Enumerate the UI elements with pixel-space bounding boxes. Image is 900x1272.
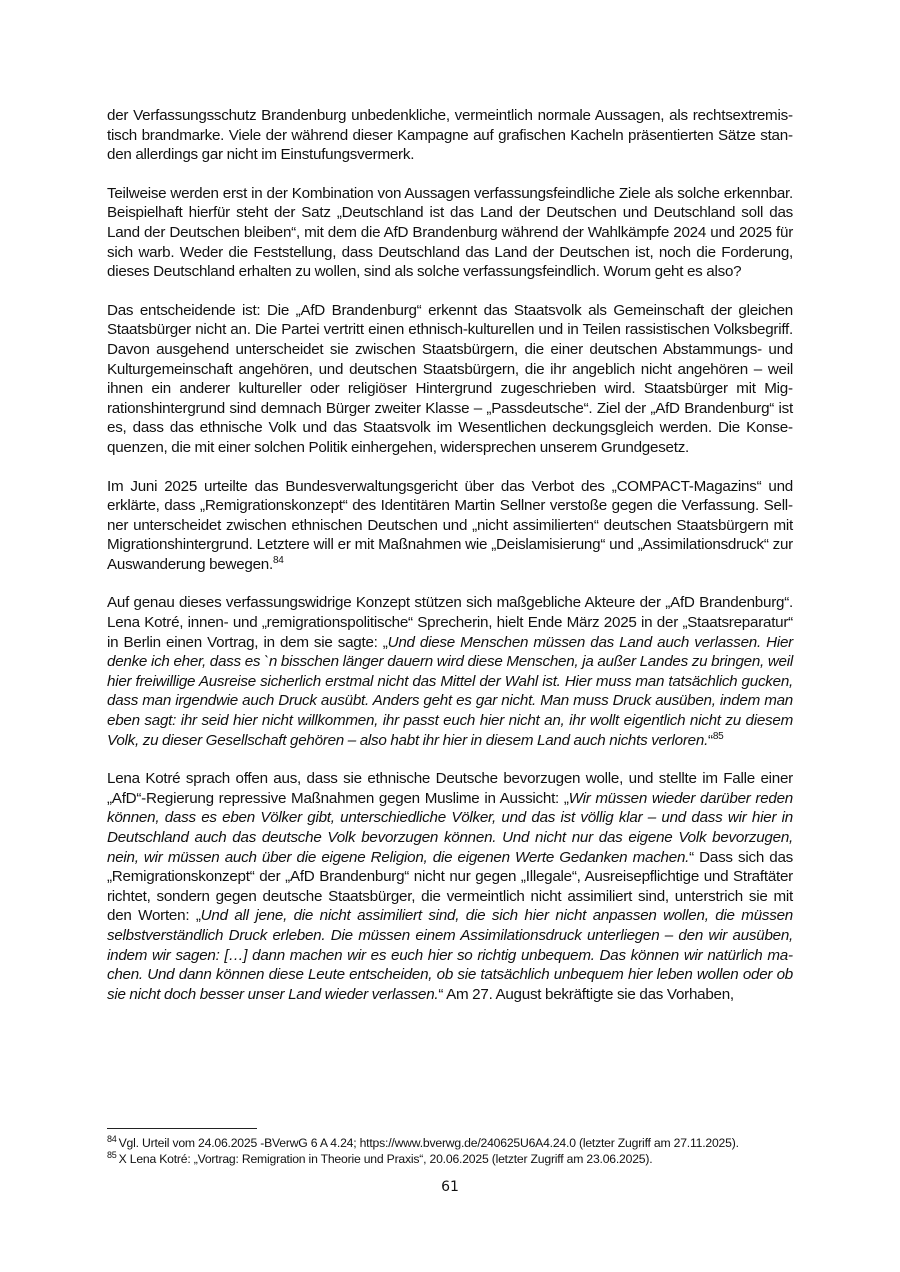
footnote-reference: 84 (272, 554, 284, 566)
footnote-separator (107, 1128, 257, 1129)
paragraph-text: Teilweise werden erst in der Kombination von Aussagen verfassungsfeindliche Ziele als solche erkennbar. Beispielhaft hierfür steht der Satz „Deutschland ist das Land der Deutschen und Deutschland soll das Land der Deutschen bleiben“, mit dem die AfD Brandenburg während der Wahlkämpfe 2024 und 2025 für sich warb. Weder die Feststellung, dass Deutschland das Land der Deutschen ist, noch die Forderung, dieses Deutschland erhalten zu wollen, sind als solche verfassungsfeindlich. Worum geht es also? (107, 184, 793, 281)
paragraph-text: Im Juni 2025 urteilte das Bundesverwaltungsgericht über das Verbot des „COMPACT-Magazins“ und erklärte, dass „Remigrationskonzept“ des Identitären Martin Sellner verstoße gegen die Verfassung. Sellner unterscheidet zwischen ethnischen Deutschen und „nicht assimilierten“ deutschen Staatsbürgern mit Migrationshintergrund. Letztere will er mit Maßnahmen wie „Deislamisierung“ und „Assimilationsdruck“ zur Auswanderung bewegen. (107, 477, 793, 573)
paragraph-text: der Verfassungsschutz Brandenburg unbedenkliche, vermeintlich normale Aussagen, als rechtsextremistisch brandmarke. Viele der während dieser Kampagne auf grafischen Kacheln präsentierten Sätze standen allerdings gar nicht im Einstufungsvermerk. (107, 107, 793, 164)
paragraph-text: Das entscheidende ist: Die „AfD Brandenburg“ erkennt das Staatsvolk als Gemeinschaft der gleichen Staatsbürger nicht an. Die Partei vertritt einen ethnisch-kulturellen und in Teilen rassistischen Volksbegriff. Davon ausgehend unterscheidet sie zwischen Staatsbürgern, die einer deutschen Abstammungs- und Kulturgemeinschaft angehören, und deutschen Staatsbürgern, die ihr angeblich nicht angehören – weil ihnen ein anderer kultureller oder religiöser Hintergrund zugeschrieben wird. Staatsbürger mit Migrationshintergrund sind demnach Bürger zweiter Klasse – „Passdeutsche“. Ziel der „AfD Brandenburg“ ist es, dass das ethnische Volk und das Staatsvolk im Wesentlichen deckungsgleich werden. Die Konsequenzen, die mit einer solchen Politik einhergehen, widersprechen unserem Grundgesetz. (107, 301, 793, 456)
quotation: Wir müssen wieder darüber reden können, dass es eben Völker gibt, unterschiedliche Völker, und das ist völlig klar – und dass wir hier in Deutschland auch das deutsche Volk bevorzugen können. Und nicht nur das eigene Volk bevorzugen, nein, wir müssen auch über die eigene Religion, die eigenen Werte Gedanken machen. (107, 789, 794, 866)
footnote-number: 84 (107, 1133, 117, 1144)
footnote-text: Vgl. Urteil vom 24.06.2025 -BVerwG 6 A 4.24; https://www.bverwg.de/240625U6A4.24.0 (letzter Zugriff am 27.11.2025). (118, 1136, 739, 1150)
paragraph (107, 184, 793, 282)
document-body (107, 106, 793, 1004)
footnote-number: 85 (107, 1150, 117, 1161)
page-number: 61 (441, 1179, 459, 1195)
paragraph (107, 301, 793, 458)
paragraph (107, 593, 793, 750)
paragraph-text: “ Am 27. August bekräftigte sie das Vorhaben, (438, 985, 734, 1003)
paragraph-text: Lena Kotré sprach offen aus, dass sie ethnische Deutsche bevorzugen wolle, und stellte im Falle einer „AfD“-Regierung repressive Maßnahmen gegen Muslime in Aussicht: „ (107, 770, 793, 807)
footnote-reference: 85 (712, 730, 724, 742)
footnote-text: X Lena Kotré: „Vortrag: Remigration in Theorie und Praxis“, 20.06.2025 (letzter Zugriff am 23.06.2025). (118, 1152, 653, 1167)
footnote (107, 1135, 793, 1151)
paragraph (107, 106, 793, 165)
quotation: Und all jene, die nicht assimiliert sind, die sich hier nicht anpassen wollen, die müssen selbstverständlich Druck erleben. Die müssen einem Assimilationsdruck unterliegen – den wir ausüben, indem wir sagen: […] dann machen wir es euch hier so richtig unbequem. Das können wir natürlich machen. Und dann können diese Leute entscheiden, ob sie tatsächlich unbequem hier leben wollen oder ob sie nicht doch besser unser Land wieder verlassen. (107, 907, 793, 1003)
paragraph (107, 477, 793, 575)
paragraph (107, 769, 793, 1004)
footnotes (107, 1128, 793, 1167)
paragraph-text: “ Dass sich das „Remigrationskonzept“ der „AfD Brandenburg“ nicht nur gegen „Illegale“, Ausreisepflichtige und Straftäter richtet, sondern gegen deutsche Staatsbürger, die vermeintlich nicht assimiliert sind, unterstrich sie mit den Worten: „ (107, 848, 794, 925)
quotation: Und diese Menschen müssen das Land auch verlassen. Hier denke ich eher, dass es `n bisschen länger dauern wird diese Menschen, ja außer Landes zu bringen, weil hier freiwillige Ausreise sicherlich erstmal nicht das Mittel der Wahl ist. Hier muss man tatsächlich gucken, dass man irgendwie auch Druck ausübt. Anders geht es gar nicht. Man muss Druck ausüben, indem man eben sagt: ihr seid hier nicht willkommen, ihr passt euch hier nicht an, ihr wollt eigentlich nicht zu diesem Volk, zu dieser Gesellschaft gehören – also habt ihr hier in diesem Land auch nichts verloren. (107, 633, 793, 749)
paragraph-text: Auf genau dieses verfassungswidrige Konzept stützen sich maßgebliche Akteure der „AfD Brandenburg“. Lena Kotré, innen- und „remigrationspolitische“ Sprecherin, hielt Ende März 2025 in der „Staatsreparatur“ in Berlin einen Vortrag, in dem sie sagte: „ (107, 594, 793, 651)
paragraph-text: “ (708, 731, 713, 749)
footnote (107, 1151, 793, 1167)
